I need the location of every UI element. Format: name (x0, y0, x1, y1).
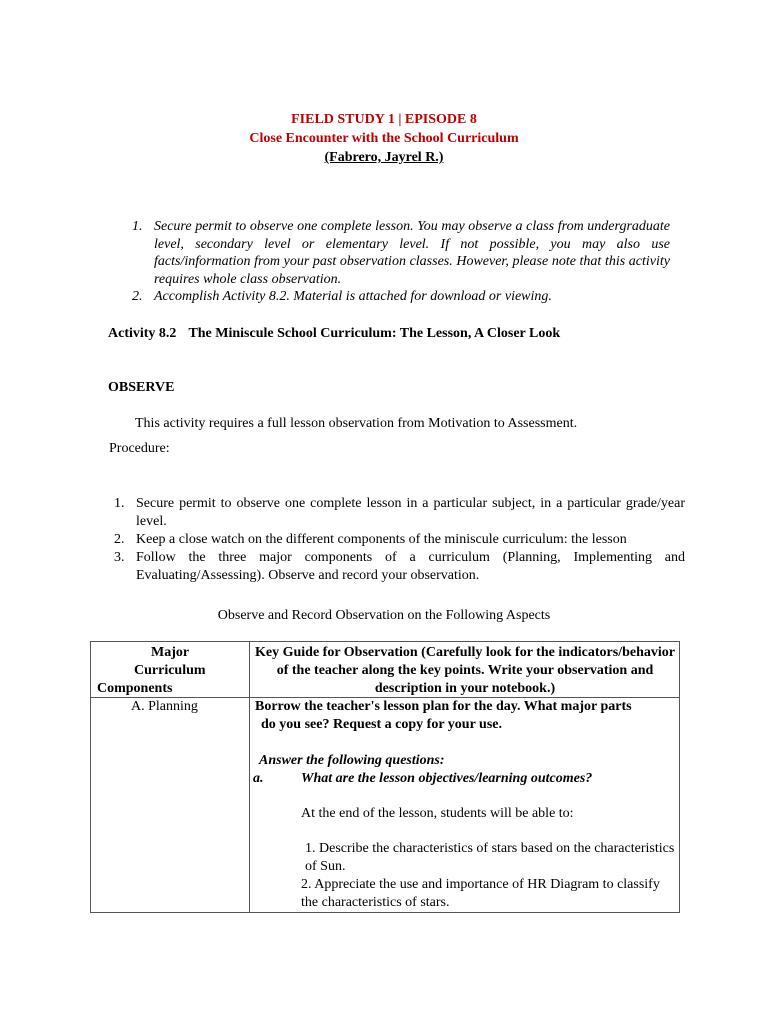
list-item-number: 1. (114, 496, 125, 511)
header-text: Curriculum (134, 663, 206, 678)
activity-label: Activity 8.2 (108, 326, 177, 341)
component-planning: A. Planning (131, 699, 198, 714)
header-title: FIELD STUDY 1 | EPISODE 8 (291, 112, 477, 127)
question-text: What are the lesson objectives/learning outcomes? (301, 771, 593, 786)
list-item (128, 288, 670, 306)
answer-heading: Answer the following questions: (259, 753, 445, 768)
document-header (0, 110, 768, 167)
list-item-text: Secure permit to observe one complete lesson in a particular subject, in a particular grade/year level. (136, 496, 685, 529)
header-subtitle: Close Encounter with the School Curriculum (249, 131, 519, 146)
borrow-line: Borrow the teacher's lesson plan for the day. What major parts (255, 699, 632, 714)
end-of-lesson-text: At the end of the lesson, students will be able to: (301, 806, 574, 821)
list-item (128, 218, 670, 288)
activity-title: The Miniscule School Curriculum: The Lesson, A Closer Look (188, 326, 561, 341)
borrow-line: do you see? Request a copy for your use. (261, 717, 502, 732)
intro-instructions-list (128, 218, 670, 306)
planning-guide-cell (251, 698, 675, 912)
observation-table (90, 641, 680, 913)
outcome-item: 1. Describe the characteristics of stars based on the characteristics of Sun. (305, 841, 675, 874)
list-item (114, 495, 685, 531)
table-column-divider (249, 642, 250, 912)
list-item-number: 3. (114, 550, 125, 565)
header-text: Major (151, 645, 190, 660)
list-item-number: 2. (114, 532, 125, 547)
observe-heading: OBSERVE (108, 380, 175, 395)
table-header-components (97, 644, 247, 698)
activity-heading (108, 326, 560, 342)
header-text: Components (97, 681, 173, 696)
requirement-text: This activity requires a full lesson observation from Motivation to Assessment. (135, 416, 578, 431)
procedure-label: Procedure: (109, 441, 170, 456)
table-caption: Observe and Record Observation on the Following Aspects (217, 608, 551, 623)
list-item (114, 531, 685, 549)
header-author: (Fabrero, Jayrel R.) (324, 150, 444, 165)
list-item-number: 1. (132, 219, 143, 234)
question-letter: a. (253, 771, 264, 786)
borrow-instruction (251, 698, 675, 734)
list-item-text: Keep a close watch on the different components of the miniscule curriculum: the lesson (136, 532, 627, 547)
list-item-text: Secure permit to observe one complete lesson. You may observe a class from undergraduate level, secondary level or elementary level. If not possible, you may also use facts/information from your past observation classes. However, please note that this activity requires whole class observation. (154, 219, 670, 287)
list-item-number: 2. (132, 289, 143, 304)
list-item (114, 549, 685, 585)
question-a (251, 770, 675, 788)
learning-outcomes (251, 840, 675, 912)
list-item-text: Accomplish Activity 8.2. Material is attached for download or viewing. (154, 289, 552, 304)
table-header-key-guide: Key Guide for Observation (Carefully look for the indicators/behavior of the teacher along the key points. Write your observation and description in your notebook.) (255, 645, 675, 696)
procedure-list (114, 495, 685, 585)
list-item-text: Follow the three major components of a curriculum (Planning, Implementing and Evaluating/Assessing). Observe and record your observation. (136, 550, 685, 583)
outcome-item: 2. Appreciate the use and importance of HR Diagram to classify the characteristics of stars. (301, 877, 660, 910)
